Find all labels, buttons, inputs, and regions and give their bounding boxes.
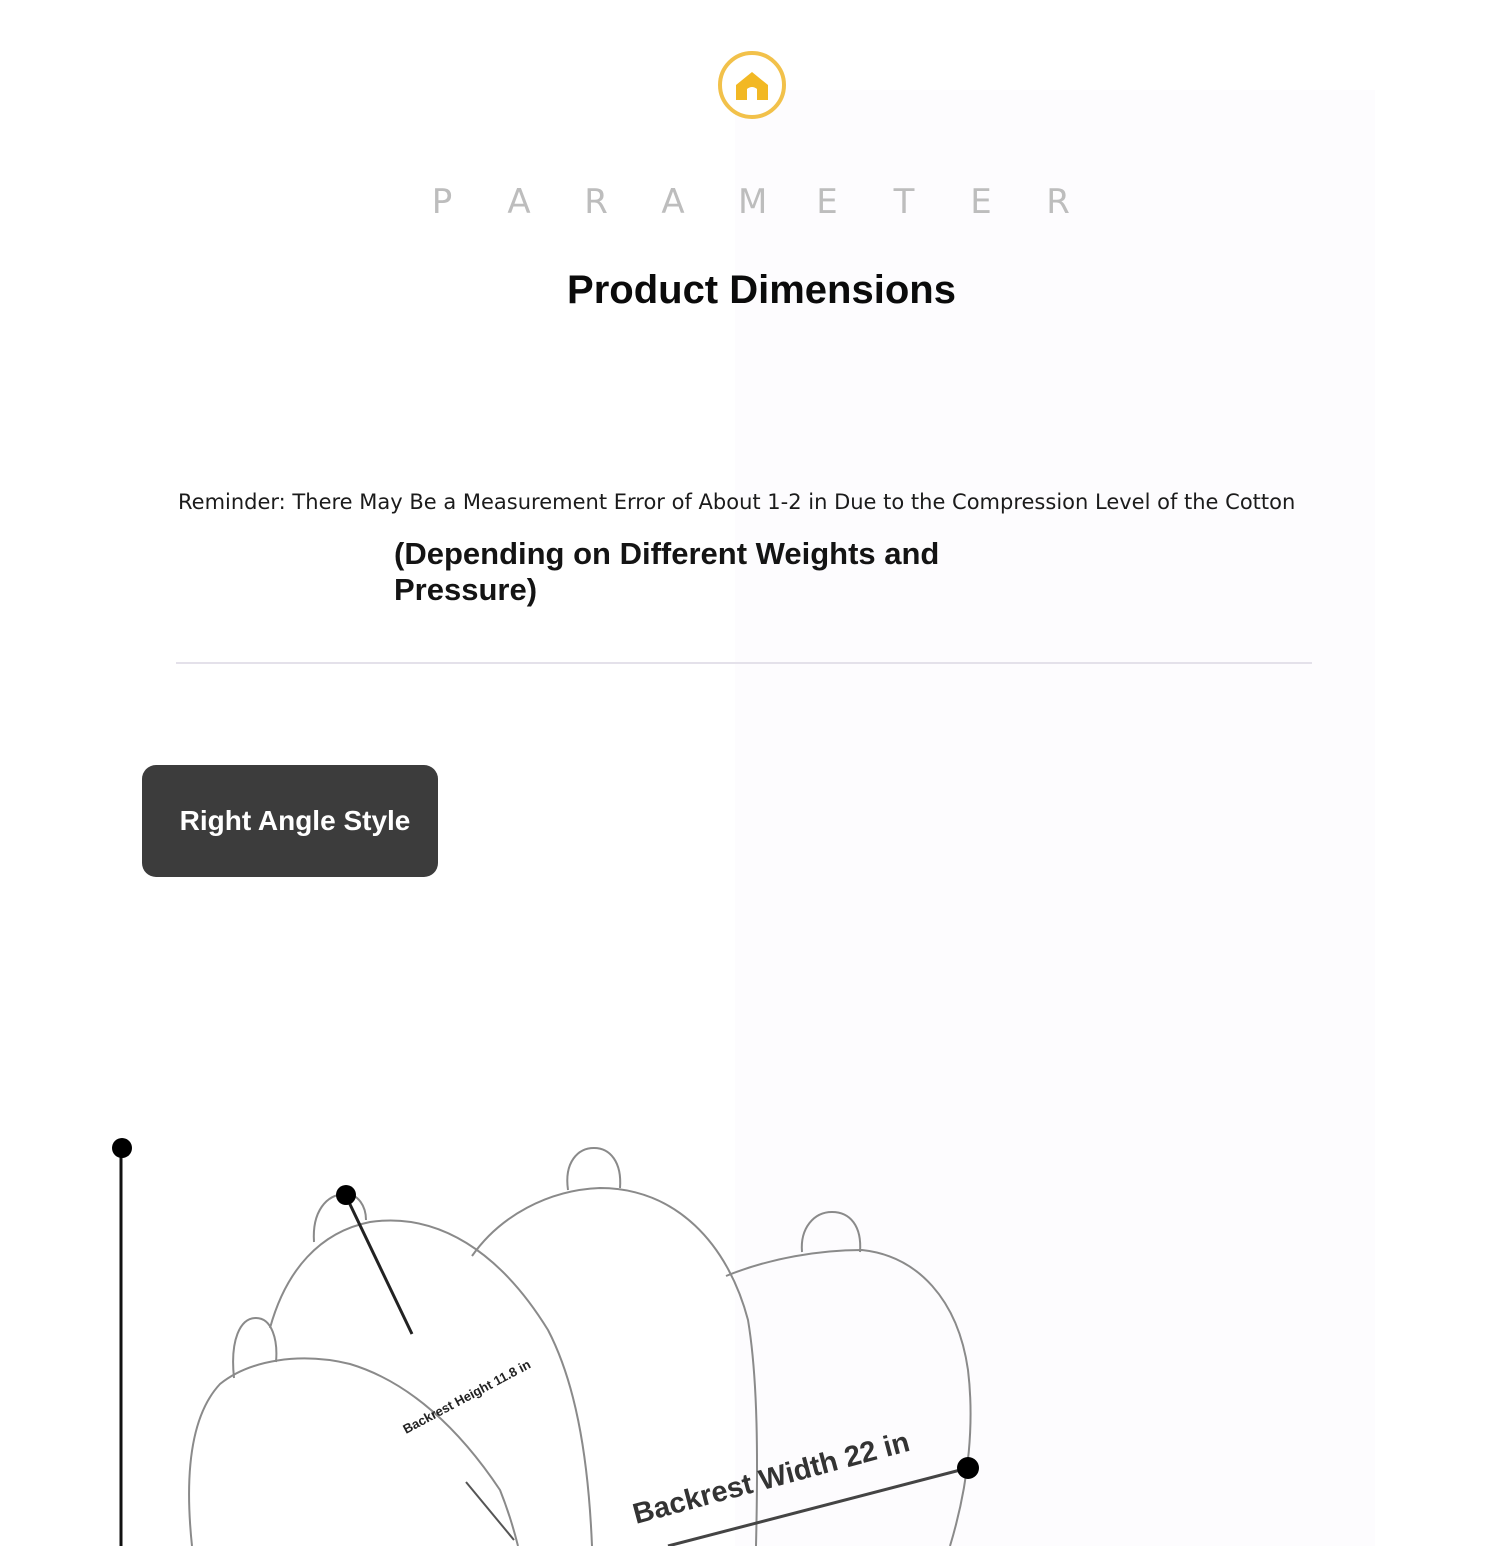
backrest-height-label: Backrest Height 11.8 in [400,1356,534,1437]
parameter-letter: A [507,182,531,222]
parameter-letter: E [970,182,992,222]
style-badge [142,765,438,877]
measurement-reminder: Reminder: There May Be a Measurement Error of About 1-2 in Due to the Compression Level of the Cotton [178,490,1296,514]
backrest-height-line [346,1196,412,1334]
parameter-letter: R [584,182,608,222]
cushion-dimension-diagram [0,1100,1500,1546]
parameter-letter: T [893,182,915,222]
measure-point [336,1185,356,1205]
reminder-subnote: (Depending on Different Weights and Pressure) [394,536,940,607]
cushion-section [270,1220,592,1546]
parameter-letter: M [738,182,768,222]
measure-point [112,1138,132,1158]
parameter-heading [430,180,1070,224]
cushion-section [726,1250,971,1546]
parameter-letter: E [816,182,838,222]
parameter-letter: A [661,182,685,222]
cushion-ear [567,1148,620,1190]
parameter-letter: P [431,182,453,222]
measure-point [957,1457,979,1479]
style-badge-label: Right Angle Style [179,805,411,836]
section-divider [176,662,1312,664]
backrest-width-label: Backrest Width 22 in [629,1426,914,1531]
home-icon [717,50,787,120]
parameter-letter: R [1046,182,1070,222]
brand-logo [717,50,787,120]
cushion-ear [802,1212,860,1252]
page-title: Product Dimensions [567,268,956,312]
